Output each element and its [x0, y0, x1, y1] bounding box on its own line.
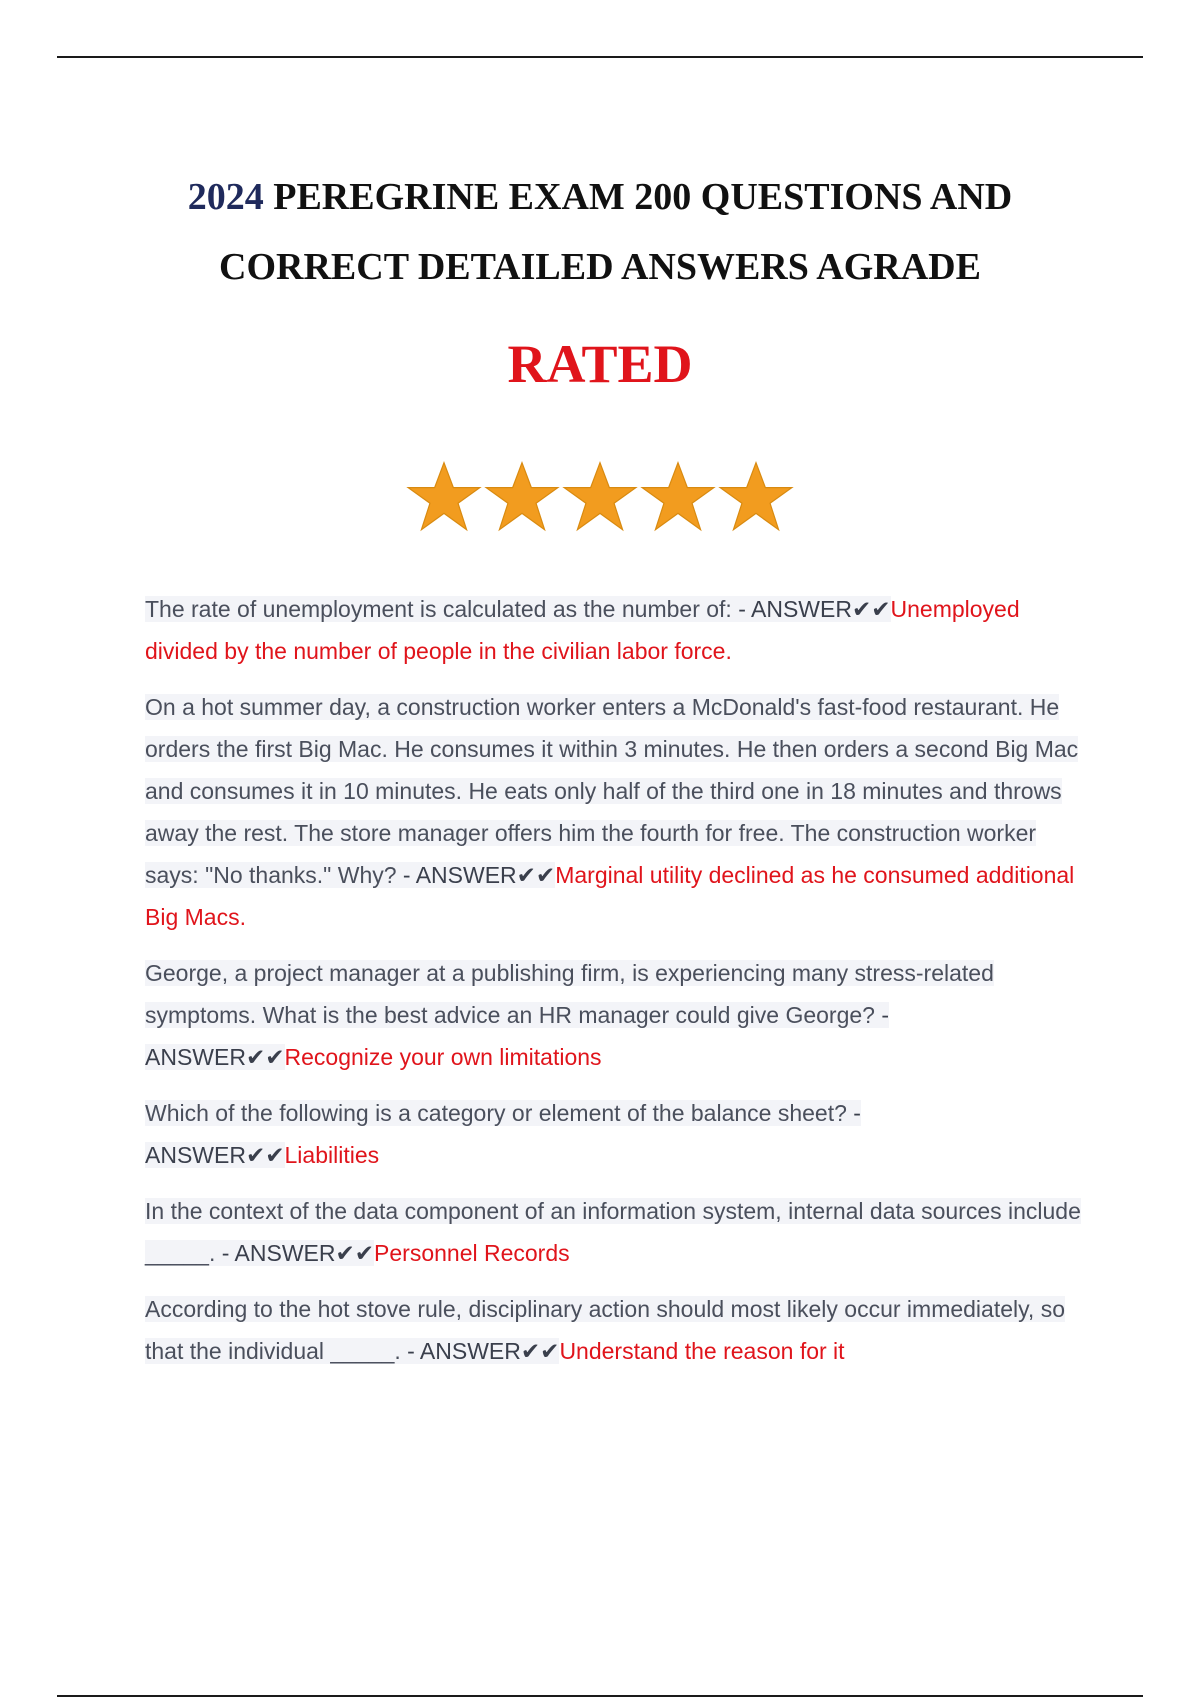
- document-title: [100, 162, 1100, 302]
- qa-item: [145, 952, 1090, 1078]
- bottom-rule: [57, 1695, 1143, 1697]
- qa-list: [145, 588, 1090, 1386]
- qa-item: [145, 1092, 1090, 1176]
- question-text: George, a project manager at a publishing firm, is experiencing many stress-related symptoms. What is the best advice an HR manager could give George?: [145, 960, 994, 1028]
- question-text: In the context of the data component of an information system, internal data sources include _____.: [145, 1198, 1081, 1266]
- answer-label: - ANSWER✔✔: [145, 1002, 890, 1070]
- answer-text: Unemployed divided by the number of people in the civilian labor force.: [145, 596, 1020, 664]
- answer-label: - ANSWER✔✔: [731, 596, 891, 622]
- answer-label: - ANSWER✔✔: [396, 862, 556, 888]
- answer-text: Marginal utility declined as he consumed additional Big Macs.: [145, 862, 1075, 930]
- title-text: PEREGRINE EXAM 200 QUESTIONS AND CORRECT DETAILED ANSWERS AGRADE: [219, 176, 1013, 288]
- question-text: According to the hot stove rule, disciplinary action should most likely occur immediately, so that the individual _____.: [145, 1296, 1065, 1364]
- title-year: 2024: [187, 176, 264, 218]
- rated-heading: RATED: [507, 334, 693, 394]
- star-icon: [639, 458, 717, 536]
- star-icon: [717, 458, 795, 536]
- qa-item: [145, 1288, 1090, 1372]
- qa-item: [145, 686, 1090, 938]
- star-icon: [405, 458, 483, 536]
- star-icon: [561, 458, 639, 536]
- qa-item: [145, 588, 1090, 672]
- answer-text: Liabilities: [284, 1142, 380, 1168]
- answer-label: - ANSWER✔✔: [400, 1338, 560, 1364]
- rating-stars: [0, 458, 1200, 538]
- answer-text: Recognize your own limitations: [284, 1044, 602, 1070]
- top-rule: [57, 56, 1143, 58]
- qa-item: [145, 1190, 1090, 1274]
- answer-text: Understand the reason for it: [559, 1338, 845, 1364]
- answer-label: - ANSWER✔✔: [145, 1100, 861, 1168]
- question-text: Which of the following is a category or element of the balance sheet?: [145, 1100, 847, 1126]
- answer-text: Personnel Records: [374, 1240, 570, 1266]
- star-icon: [483, 458, 561, 536]
- question-text: On a hot summer day, a construction worker enters a McDonald's fast-food restaurant. He orders the first Big Mac. He consumes it within 3 minutes. He then orders a second Big Mac and consumes it in 10 minutes. He eats only half of the third one in 18 minutes and throws away the rest. The store manager offers him the fourth for free. The construction worker says: "No thanks." Why?: [145, 694, 1079, 888]
- answer-label: - ANSWER✔✔: [215, 1240, 375, 1266]
- question-text: The rate of unemployment is calculated as the number of:: [145, 596, 732, 622]
